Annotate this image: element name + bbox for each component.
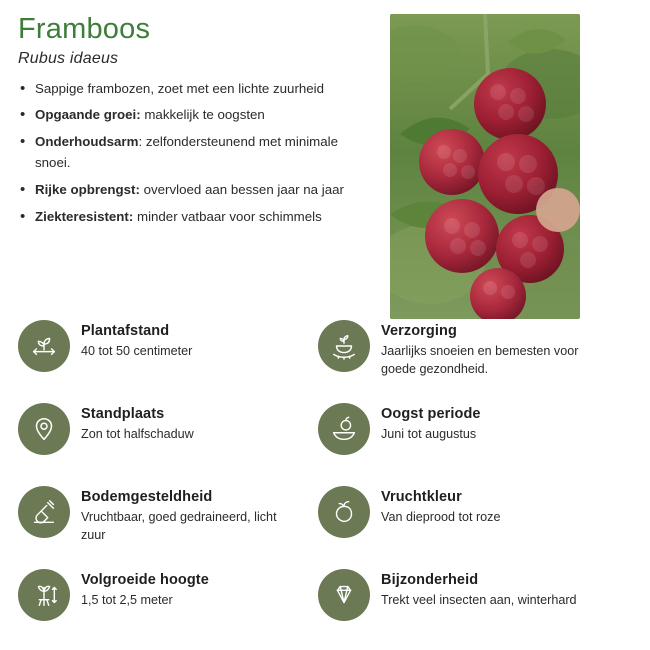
top-section — [18, 14, 632, 319]
plant-height-icon — [18, 569, 70, 621]
spec-item — [18, 318, 318, 401]
fruit-color-icon — [318, 486, 370, 538]
feature-item — [18, 78, 376, 100]
feature-item-label: Opgaande groei: — [35, 107, 141, 123]
spec-description: Juni tot augustus — [381, 427, 477, 442]
text-column — [18, 14, 376, 232]
specs-grid — [18, 318, 632, 650]
feature-item-text: makkelijk te oogsten — [140, 107, 265, 123]
diamond-icon — [318, 569, 370, 621]
spec-title: Volgroeide hoogte — [81, 572, 209, 588]
spec-description: 40 tot 50 centimeter — [81, 344, 193, 359]
spec-description: Van dieprood tot roze — [381, 510, 501, 525]
shovel-icon — [18, 486, 70, 538]
spec-item — [318, 318, 632, 401]
feature-item-label: Rijke opbrengst: — [35, 182, 140, 198]
spec-description: Vruchtbaar, goed gedraineerd, licht zuur — [81, 510, 277, 543]
spec-text — [81, 567, 209, 609]
watering-hand-icon — [318, 320, 370, 372]
feature-item-text: : zelfondersteunend met minimale snoei. — [35, 133, 338, 171]
spec-item — [18, 401, 318, 484]
spec-text — [381, 567, 577, 609]
feature-item — [18, 206, 376, 228]
feature-item-text: overvloed aan bessen jaar na jaar — [139, 182, 344, 198]
page-title: Framboos — [18, 13, 151, 45]
feature-item — [18, 179, 376, 201]
spec-description: Zon tot halfschaduw — [81, 427, 194, 442]
feature-item-text: Sappige frambozen, zoet met een lichte zuurheid — [35, 80, 325, 96]
feature-item-text: minder vatbaar voor schimmels — [133, 208, 322, 224]
spec-text — [381, 318, 596, 379]
spec-item — [318, 484, 632, 567]
spec-text — [81, 401, 194, 443]
spec-text — [381, 401, 481, 443]
spec-title: Standplaats — [81, 406, 165, 422]
spec-title: Bijzonderheid — [381, 572, 479, 588]
spec-item — [318, 401, 632, 484]
feature-item — [18, 104, 376, 126]
spec-description: Jaarlijks snoeien en bemesten voor goede gezondheid. — [381, 344, 579, 377]
latin-name: Rubus idaeus — [18, 49, 119, 67]
feature-item-label: Ziekteresistent: — [35, 208, 134, 224]
spec-title: Plantafstand — [81, 323, 170, 339]
spec-text — [81, 318, 192, 360]
plant-spacing-icon — [18, 320, 70, 372]
location-pin-icon — [18, 403, 70, 455]
spec-title: Bodemgesteldheid — [81, 489, 213, 505]
spec-description: Trekt veel insecten aan, winterhard — [381, 593, 577, 608]
spec-item — [18, 484, 318, 567]
harvest-hand-icon — [318, 403, 370, 455]
spec-title: Vruchtkleur — [381, 489, 462, 505]
feature-item — [18, 131, 376, 174]
spec-item — [318, 567, 632, 650]
feature-item-label: Onderhoudsarm — [35, 133, 139, 149]
spec-text — [81, 484, 296, 545]
spec-title: Verzorging — [381, 323, 457, 339]
spec-text — [381, 484, 501, 526]
feature-list — [18, 78, 376, 227]
spec-item — [18, 567, 318, 650]
spec-title: Oogst periode — [381, 406, 481, 422]
spec-description: 1,5 tot 2,5 meter — [81, 593, 173, 608]
raspberry-photo — [390, 14, 580, 319]
